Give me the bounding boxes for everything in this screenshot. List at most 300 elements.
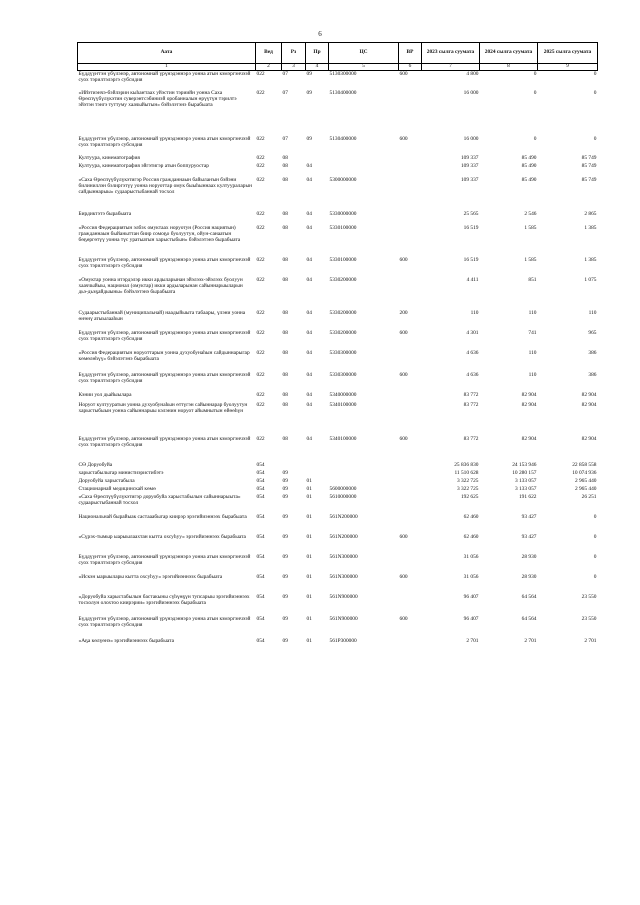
row-vr: 600 [399, 371, 408, 378]
row-2023: 4 800 [466, 71, 479, 77]
row-2024: 2 701 [524, 637, 537, 644]
row-cs: 561N200000 [329, 533, 358, 540]
row-ved: 054 [256, 477, 265, 484]
row-cs: 561N200000 [329, 513, 358, 520]
row-vr: 600 [399, 256, 408, 263]
row-cs: 5340000000 [329, 391, 357, 398]
row-2023: 31 056 [463, 553, 479, 560]
row-2023: 83 772 [463, 435, 479, 442]
row-2024: 0 [533, 71, 537, 77]
row-2023: 16 000 [463, 135, 479, 142]
row-name: «Россия Федерациятын элбэх омуктаах норуотун (Россия нациятын) гражданнаын быйаныттан биир сомоҕо буолуутун, ойун-санаатын бөҕөргөтүү уонна түс уратыатын харыстыбын» бэйэлэтэнэ бырабыата [78, 224, 241, 244]
row-vr: 600 [399, 533, 408, 540]
row-rz: 08 [282, 435, 288, 442]
row-2024: 64 564 [521, 615, 537, 622]
row-rz: 08 [282, 391, 288, 398]
table-row [78, 436, 598, 462]
row-2024: 851 [528, 276, 537, 283]
row-pr: 01 [306, 485, 312, 492]
row-name: «Искэн ыарыылары кытта охсуһуу» эрэгийиэннээх бырабыата [78, 573, 223, 580]
row-ved: 054 [256, 593, 265, 600]
row-2024: 2 546 [524, 210, 537, 217]
row-rz: 09 [282, 493, 288, 500]
row-pr: 09 [306, 135, 312, 142]
row-name: Бүддүүҥтэн үбүлэнэр, автономнай үрүнэдэннэрэ уонна атын кэмэргэнчээй суох тэрилтэлэргэ субсидия [78, 615, 251, 628]
row-2024: 741 [528, 329, 537, 336]
row-2025: 386 [588, 349, 597, 356]
row-pr: 04 [306, 256, 312, 263]
row-2024: 1 585 [524, 256, 537, 263]
row-cs [329, 462, 399, 470]
row-2024: 93 427 [521, 513, 537, 520]
row-vr [399, 350, 422, 372]
row-cs: 5330100000 [329, 224, 357, 231]
row-2024: 1 585 [524, 224, 537, 231]
row-vr [399, 277, 422, 310]
row-2025: 22 858 558 [572, 461, 597, 468]
row-rz: 09 [282, 637, 288, 644]
row-name: Кэнии уол дьайыылара [78, 391, 132, 398]
row-pr: 04 [306, 224, 312, 231]
row-ved: 022 [256, 210, 265, 217]
table-row [78, 277, 598, 310]
row-vr: 600 [399, 329, 408, 336]
row-ved: 022 [256, 224, 265, 231]
table-row [78, 594, 598, 616]
row-2024: 82 904 [521, 401, 537, 408]
table-row [78, 494, 598, 514]
row-ved: 022 [256, 309, 265, 316]
row-vr [399, 90, 422, 136]
row-pr: 01 [306, 477, 312, 484]
row-2025: 82 904 [581, 435, 597, 442]
row-name: Судаарыстыбаннай (муниципальнай) наадыйыыта табаары, үлэни уонна өҥөнү атыылааһын [78, 309, 246, 322]
table-row [78, 470, 598, 478]
row-rz: 09 [282, 533, 288, 540]
row-name: «Доруобуйа харыстабылын бастакыны сүһүөҕүн тупсарыы эрэгийиэннээх тосхолун олохтоо киирэрии» эрэгийиэннээх бырабыата [78, 593, 250, 606]
table-row [78, 330, 598, 350]
row-rz: 08 [282, 276, 288, 283]
row-name: Национальнай бырайыак састааабыгар киирэр эрэгийиэннээх бырабыата [78, 513, 247, 520]
row-rz [282, 462, 306, 470]
row-ved: 022 [256, 256, 265, 263]
column-header: 2025 сылга суумата [538, 43, 598, 64]
row-pr: 01 [306, 593, 312, 600]
row-2023: 96 407 [463, 615, 479, 622]
row-ved: 022 [256, 349, 265, 356]
row-cs: 5130400000 [329, 135, 357, 142]
row-cs: 5330300000 [329, 371, 357, 378]
row-name: «Россия Федерациятын норуоттарын уонна духуобунаһын сайдыннарыгар көмөлөһүү» бэйэлэтэнэ бырабыата [78, 349, 250, 362]
row-2024: 110 [528, 371, 537, 378]
table-row [78, 350, 598, 372]
column-index: 3 [282, 64, 306, 71]
row-vr: 600 [399, 573, 408, 580]
row-ved: 022 [256, 71, 265, 77]
row-2023: 4 411 [466, 276, 479, 283]
row-2023: 3 322 725 [456, 485, 479, 492]
column-header: Рз [282, 43, 306, 64]
row-rz: 09 [282, 477, 288, 484]
column-index: 6 [399, 64, 422, 71]
table-row [78, 616, 598, 638]
row-rz: 09 [282, 469, 288, 476]
row-cs: 5330000000 [329, 210, 357, 217]
row-rz: 09 [282, 513, 288, 520]
row-2025: 2 865 [584, 210, 597, 217]
column-header: 2023 сылга суумата [422, 43, 480, 64]
row-vr [399, 470, 422, 478]
row-pr: 04 [306, 401, 312, 408]
row-2025: 0 [593, 71, 597, 77]
row-2025: 2 701 [584, 637, 597, 644]
page-number: 6 [318, 30, 322, 38]
row-2025: 0 [593, 135, 597, 142]
row-ved: 022 [256, 162, 265, 169]
row-name: Бүддүүҥтэн үбүлэнэр, автономнай үрүнэдэннэрэ уонна атын кэмэргэнчээй суох тэрилтэлэргэ субсидия [78, 329, 251, 342]
column-index: 8 [480, 64, 538, 71]
row-rz: 08 [282, 256, 288, 263]
row-2023: 110 [470, 309, 479, 316]
table-row [78, 554, 598, 574]
row-cs [329, 470, 399, 478]
row-2023: 62 460 [463, 533, 479, 540]
row-vr [399, 462, 422, 470]
table-row [78, 402, 598, 436]
row-2025: 26 251 [581, 493, 597, 500]
row-name: СӨ Доруобуйа [78, 461, 113, 468]
row-name: Норуот култууратын уонна духуобунаһын өттүгэн сайыннарар буолуутун харыстыбыын уонна сайыннарыы кэлэнин норуот айымнытын өйөөһүн [78, 401, 248, 414]
row-rz: 07 [282, 71, 288, 77]
row-ved: 022 [256, 329, 265, 336]
row-pr: 01 [306, 573, 312, 580]
row-2023: 16 000 [463, 89, 479, 96]
row-ved: 054 [256, 553, 265, 560]
row-2023: 109 337 [460, 154, 479, 161]
row-2025: 1 075 [584, 276, 597, 283]
row-rz: 09 [282, 573, 288, 580]
row-name: «Саха Өрөспүүбүлүкэтигэр доруобуйа харыстабылын сайыннарыыта» судаарыстыбаннай тосхол [78, 493, 241, 506]
row-name: «Сүрэх-тымыр ыарыылаахтан кытта охсуһуу» эрэгийиэннээх бырабыата [78, 533, 246, 540]
row-vr: 600 [399, 435, 408, 442]
table-row [78, 574, 598, 594]
column-index: 5 [329, 64, 399, 71]
row-rz: 08 [282, 154, 288, 161]
column-index: 2 [256, 64, 282, 71]
row-2025: 386 [588, 371, 597, 378]
row-vr [399, 402, 422, 436]
row-name: «Саха Өрөспүүбүлүкэтигэр Россия гражданнаын байылаҥын бэйэни билиниллэн бэлиргэтүү уонна норуоттар омук быыһыннаах култуураларын сайдыннарыы» судаарыстыбаннай тосхол [78, 176, 252, 196]
column-header: ЦС [329, 43, 399, 64]
row-2023: 4 636 [466, 371, 479, 378]
row-rz: 08 [282, 309, 288, 316]
row-name: Бүддүүҥтэн үбүлэнэр, автономнай үрүнэдэннэрэ уонна атын кэмэргэнчээй суох тэрилтэлэргэ субсидия [78, 371, 251, 384]
table-row [78, 310, 598, 330]
row-2023: 96 407 [463, 593, 479, 600]
row-name: Култуура, кинематография эйгэтигэр атын боппуруостар [78, 162, 210, 169]
row-name: Бүддүүҥтэн үбүлэнэр, автономнай үрүнэдэннэрэ уонна атын кэмэргэнчээй суох тэрилтэлэргэ субсидия [78, 553, 251, 566]
row-2025: 85 749 [581, 162, 597, 169]
row-ved: 022 [256, 371, 265, 378]
row-2023: 25 565 [463, 210, 479, 217]
budget-table [77, 42, 598, 660]
row-2024: 3 133 057 [514, 485, 537, 492]
row-cs: 5330300000 [329, 349, 357, 356]
row-cs: 5330100000 [329, 256, 357, 263]
column-index: 4 [306, 64, 329, 71]
row-2023: 109 337 [460, 176, 479, 183]
row-pr: 01 [306, 637, 312, 644]
row-cs: 5340100000 [329, 401, 357, 408]
row-rz: 08 [282, 371, 288, 378]
row-2025: 10 074 936 [572, 469, 597, 476]
table-row [78, 534, 598, 554]
row-rz: 08 [282, 224, 288, 231]
row-cs: 5300000000 [329, 176, 357, 183]
row-2024: 93 427 [521, 533, 537, 540]
row-2024: 0 [533, 135, 537, 142]
row-2024: 110 [528, 309, 537, 316]
row-cs [329, 478, 399, 486]
row-2023: 83 772 [463, 401, 479, 408]
row-cs: 5130400000 [329, 89, 357, 96]
row-vr [399, 638, 422, 660]
row-ved: 054 [256, 493, 265, 500]
row-pr: 01 [306, 533, 312, 540]
row-2024: 64 564 [521, 593, 537, 600]
row-rz: 09 [282, 485, 288, 492]
row-pr: 01 [306, 615, 312, 622]
row-2023: 4 301 [466, 329, 479, 336]
row-vr [399, 392, 422, 402]
row-2025: 0 [593, 533, 597, 540]
row-pr: 01 [306, 493, 312, 500]
row-pr: 04 [306, 276, 312, 283]
row-pr: 04 [306, 391, 312, 398]
row-cs: 5130300000 [329, 71, 357, 77]
row-2024: 24 153 946 [512, 461, 537, 468]
row-cs: 5600000000 [329, 485, 357, 492]
column-header: 2024 сылга суумата [480, 43, 538, 64]
row-2024: 85 490 [521, 162, 537, 169]
row-name: Бирдиктэтэ бырабыата [78, 210, 132, 217]
row-ved: 054 [256, 469, 265, 476]
row-name: «Аҕа көлүөнэ» эрэгийиэннээх бырабыата [78, 637, 174, 644]
row-rz: 09 [282, 593, 288, 600]
row-rz: 08 [282, 162, 288, 169]
table-row [78, 257, 598, 277]
row-ved: 022 [256, 89, 265, 96]
row-ved: 022 [256, 435, 265, 442]
row-vr [399, 155, 422, 163]
row-2024: 82 904 [521, 391, 537, 398]
table-row [78, 392, 598, 402]
row-pr: 04 [306, 210, 312, 217]
row-2024: 0 [533, 89, 537, 96]
row-2023: 11 510 628 [454, 469, 479, 476]
row-2025: 0 [593, 513, 597, 520]
row-cs: 561N300000 [329, 553, 358, 560]
row-pr: 09 [306, 89, 312, 96]
row-cs: 5610000000 [329, 493, 357, 500]
row-ved: 054 [256, 615, 265, 622]
row-2025: 965 [588, 329, 597, 336]
row-ved: 022 [256, 135, 265, 142]
row-name: Доруобуйа харыстабыла [78, 477, 135, 484]
row-2025: 2 965 440 [574, 485, 597, 492]
row-name: Бүддүүҥтэн үбүлэнэр, автономнай үрүнэдэннэрэ уонна атын кэмэргэнчээй суох тэрилтэлэргэ субсидия [78, 435, 251, 448]
row-pr: 01 [306, 513, 312, 520]
row-pr: 01 [306, 553, 312, 560]
row-vr: 600 [399, 71, 408, 77]
row-2024: 10 280 157 [512, 469, 537, 476]
row-ved: 022 [256, 391, 265, 398]
row-pr: 09 [306, 71, 312, 77]
table-row [78, 177, 598, 211]
row-cs [329, 163, 399, 177]
table-row [78, 136, 598, 155]
row-2025: 2 965 440 [574, 477, 597, 484]
table-row [78, 514, 598, 534]
row-rz: 08 [282, 210, 288, 217]
row-2025: 82 904 [581, 401, 597, 408]
row-2024: 28 930 [521, 573, 537, 580]
row-2025: 23 550 [581, 615, 597, 622]
row-2024: 3 133 057 [514, 477, 537, 484]
row-ved: 054 [256, 533, 265, 540]
row-2023: 109 337 [460, 162, 479, 169]
row-cs: 561N300000 [329, 573, 358, 580]
table-row [78, 211, 598, 225]
row-pr: 04 [306, 162, 312, 169]
row-2024: 28 930 [521, 553, 537, 560]
row-2025: 0 [593, 89, 597, 96]
row-vr [399, 478, 422, 486]
row-2025: 0 [593, 553, 597, 560]
row-rz: 08 [282, 349, 288, 356]
row-name: Бүддүүҥтэн үбүлэнэр, автономнай үрүнэдэннэрэ уонна атын кэмэргэнчээй суох тэрилтэлэргэ субсидия [78, 135, 251, 148]
row-cs: 5330200000 [329, 276, 357, 283]
column-header: Пр [306, 43, 329, 64]
table-row [78, 71, 598, 90]
row-vr: 600 [399, 135, 408, 142]
row-ved: 054 [256, 513, 265, 520]
row-2025: 82 904 [581, 391, 597, 398]
table-row [78, 478, 598, 486]
row-vr [399, 514, 422, 534]
row-ved: 022 [256, 276, 265, 283]
row-vr [399, 163, 422, 177]
row-2024: 85 490 [521, 176, 537, 183]
row-name: Бүддүүҥтэн үбүлэнэр, автономнай үрүнэдэннэрэ уонна атын кэмэргэнчээй суох тэрилтэлэргэ субсидия [78, 256, 251, 269]
row-vr [399, 177, 422, 211]
row-cs [329, 155, 399, 163]
row-pr: 04 [306, 176, 312, 183]
row-pr [306, 470, 329, 478]
row-2023: 62 460 [463, 513, 479, 520]
row-rz: 07 [282, 89, 288, 96]
row-vr [399, 486, 422, 494]
row-cs: 5330200000 [329, 309, 357, 316]
row-pr [306, 462, 329, 470]
row-2024: 82 904 [521, 435, 537, 442]
row-ved: 022 [256, 176, 265, 183]
row-2025: 85 749 [581, 154, 597, 161]
row-2023: 16 519 [463, 224, 479, 231]
table-row [78, 163, 598, 177]
row-pr: 04 [306, 435, 312, 442]
row-name: «Ийэтиэнчэ-бэйлэрин кыһаҥтаах уйэстин тэриийн уонна Саха Өрөспүүбүлүкэтин суверэнтсэбиниэй оробанналын өрүүтүн тэрилтэ эйэтэн тэнгэ туттуму хаачыйытын» бэйэлэтэнэ бырабыата [78, 89, 237, 109]
row-ved: 022 [256, 401, 265, 408]
row-ved: 054 [256, 485, 265, 492]
column-header: Вед [256, 43, 282, 64]
row-rz: 08 [282, 329, 288, 336]
row-2025: 85 749 [581, 176, 597, 183]
row-rz: 09 [282, 615, 288, 622]
table-row [78, 225, 598, 257]
row-2025: 23 550 [581, 593, 597, 600]
row-2025: 1 385 [584, 224, 597, 231]
row-name: Култуура, кинематография [78, 154, 140, 161]
row-pr: 04 [306, 349, 312, 356]
row-vr [399, 225, 422, 257]
row-name: харыстабылыгар министиэристибэтэ [78, 469, 164, 476]
row-vr [399, 494, 422, 514]
row-2025: 0 [593, 573, 597, 580]
column-index: 7 [422, 64, 480, 71]
row-rz: 07 [282, 135, 288, 142]
row-vr: 200 [399, 309, 408, 316]
row-cs: 561N900000 [329, 615, 358, 622]
row-2023: 25 836 830 [454, 461, 479, 468]
row-pr: 04 [306, 329, 312, 336]
row-2023: 31 056 [463, 573, 479, 580]
table-row [78, 462, 598, 470]
row-vr [399, 211, 422, 225]
row-pr: 04 [306, 371, 312, 378]
row-2023: 16 519 [463, 256, 479, 263]
row-vr [399, 554, 422, 574]
row-vr: 600 [399, 615, 408, 622]
row-name: Бүддүүҥтэн үбүлэнэр, автономнай үрүнэдэннэрэ уонна атын кэмэргэнчээй суох тэрилтэлэргэ субсидия [78, 71, 251, 84]
table-row [78, 372, 598, 392]
row-cs: 561N900000 [329, 593, 358, 600]
row-rz: 08 [282, 401, 288, 408]
table-row [78, 486, 598, 494]
row-2023: 4 636 [466, 349, 479, 356]
row-2025: 110 [588, 309, 597, 316]
row-2024: 85 490 [521, 154, 537, 161]
row-rz: 09 [282, 553, 288, 560]
row-2023: 3 322 725 [456, 477, 479, 484]
table-row [78, 638, 598, 660]
row-name: «Омуктар уонна итэрдэлэр икки ардыларынан эйэлээх-эйэлээх буолуун хааччыйыы, национал (омуктар) икки ардыларынан сайыннарыыларын дьэ-дьэҕайдыыны» бэйэлэтэнэ бырабыата [78, 276, 243, 296]
row-2023: 2 701 [466, 637, 479, 644]
row-2023: 192 625 [460, 493, 479, 500]
row-pr: 04 [306, 309, 312, 316]
row-2024: 110 [528, 349, 537, 356]
row-ved: 054 [256, 461, 265, 468]
row-ved: 022 [256, 154, 265, 161]
row-vr [399, 594, 422, 616]
table-row [78, 90, 598, 136]
row-cs: 5340100000 [329, 435, 357, 442]
row-ved: 054 [256, 637, 265, 644]
table-row [78, 155, 598, 163]
column-index: 9 [538, 64, 598, 71]
column-header: Аата [78, 43, 256, 64]
row-cs: 561P300000 [329, 637, 357, 644]
